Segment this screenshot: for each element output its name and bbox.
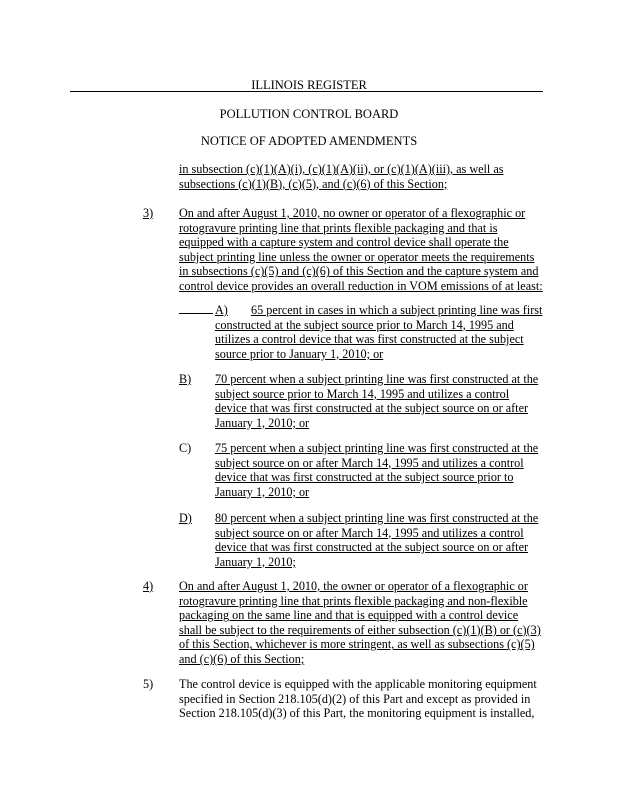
subitem-a-lead-line [179,303,213,318]
item-3-number: 3) [143,206,154,220]
subitem-d-number: D) [179,511,192,525]
item-4-number: 4) [143,579,154,593]
item-3-text: On and after August 1, 2010, no owner or operator of a flexographic or rotogravure printing line that prints flexible packaging and that is equipped with a capture system and control device shall operate the subject printing line unless the owner or operator meets the requirements in subsections (c)(5) and (c)(6) of this Section and the capture system and control device provides an overall reduction in VOM emissions of at least: [179,206,543,293]
header-rule [70,91,543,92]
subitem-a-number: A) [215,303,228,317]
item-5-number: 5) [143,677,154,691]
register-title: ILLINOIS REGISTER [251,78,367,92]
item-4-text: On and after August 1, 2010, the owner or operator of a flexographic or rotogravure printing line that prints flexible packaging and non-flexible packaging on the same line and that is equipped with a control device shall be subject to the requirements of either subsection (c)(1)(B) or (c)(3) of this Section, whichever is more stringent, as well as subsections (c)(5) and (c)(6) of this Section; [179,579,541,666]
item-5-text: The control device is equipped with the applicable monitoring equipment specified in Section 218.105(d)(2) of this Part and except as provided in Section 218.105(d)(3) of this Part, the monitoring equipment is installed, [179,677,537,721]
subitem-b-number: B) [179,372,192,386]
continuation-text: in subsection (c)(1)(A)(i), (c)(1)(A)(ii), or (c)(1)(A)(iii), as well as subsections (c)(1)(B), (c)(5), and (c)(6) of this Section; [179,162,504,191]
subitem-c-text: 75 percent when a subject printing line was first constructed at the subject source on or after March 14, 1995 and utilizes a control device that was first constructed at the subject source prior to January 1, 2010; or [215,441,539,499]
board-title: POLLUTION CONTROL BOARD [219,107,399,121]
subitem-a-text: 65 percent in cases in which a subject printing line was first constructed at the subject source prior to March 14, 1995 and utilizes a control device that was first constructed at the subject source prior to January 1, 2010; or [215,303,543,361]
subitem-d-text: 80 percent when a subject printing line was first constructed at the subject source on or after March 14, 1995 and utilizes a control device that was first constructed at the subject source on or after January 1, 2010; [215,511,539,569]
subitem-c-number: C) [179,441,192,455]
notice-title: NOTICE OF ADOPTED AMENDMENTS [200,134,418,148]
subitem-b-text: 70 percent when a subject printing line was first constructed at the subject source prior to March 14, 1995 and utilizes a control device that was first constructed at the subject source on or after January 1, 2010; or [215,372,539,430]
